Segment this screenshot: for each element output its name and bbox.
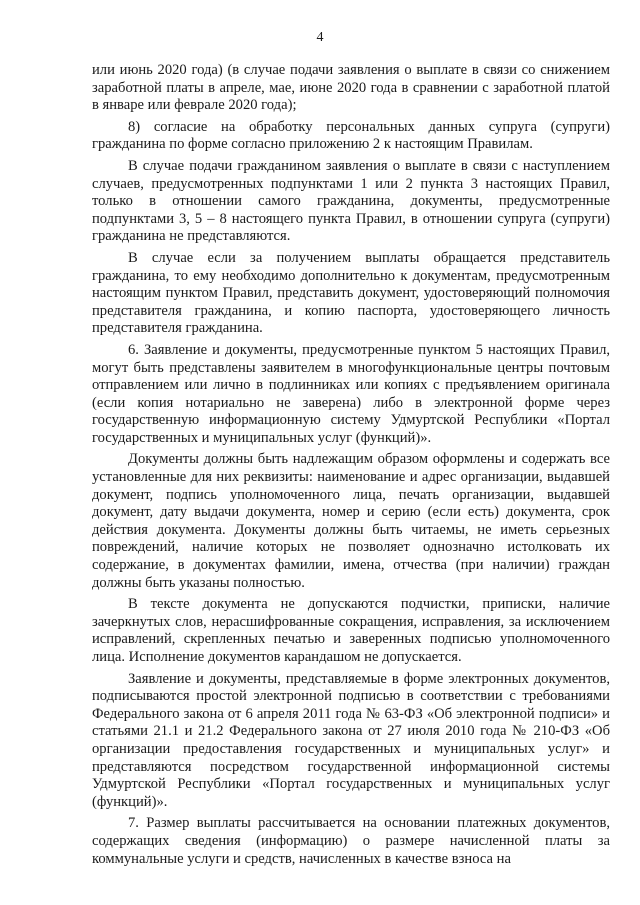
paragraph-2: 8) согласие на обработку персональных данных супруга (супруги) гражданина по форме согласно приложению 2 к настоящим Правилам. — [92, 118, 610, 153]
document-body — [92, 62, 610, 872]
paragraph-5: 6. Заявление и документы, предусмотренные пунктом 5 настоящих Правил, могут быть представлены заявителем в многофункциональные центры почтовым отправлением или лично в подлинниках или копиях с предъявлением оригинала (если копия нотариально не заверена) либо в электронной форме через государственную информационную систему Удмуртской Республики «Портал государственных и муниципальных услуг (функций)». — [92, 341, 610, 446]
paragraph-7: В тексте документа не допускаются подчистки, приписки, наличие зачеркнутых слов, нерасшифрованные сокращения, исправления, за исключением исправлений, скрепленных печатью и заверенных подписью уполномоченного лица. Исполнение документов карандашом не допускается. — [92, 596, 610, 665]
page-number: 4 — [316, 30, 324, 45]
paragraph-3: В случае подачи гражданином заявления о выплате в связи с наступлением случаев, предусмотренных подпунктами 1 или 2 пункта 3 настоящих Правил, только в отношении самого гражданина, документы, предусмотренные подпунктами 3, 5 – 8 настоящего пункта Правил, в отношении супруга (супруги) гражданина не представляются. — [92, 157, 610, 245]
paragraph-8: Заявление и документы, представляемые в форме электронных документов, подписываются простой электронной подписью в соответствии с требованиями Федерального закона от 6 апреля 2011 года № 63-ФЗ «Об электронной подписи» и статьями 21.1 и 21.2 Федерального закона от 27 июля 2010 года № 210-ФЗ «Об организации предоставления государственных и муниципальных услуг» и представляются посредством государственной информационной системы Удмуртской Республики «Портал государственных и муниципальных услуг (функций)». — [92, 670, 610, 810]
paragraph-1: или июнь 2020 года) (в случае подачи заявления о выплате в связи со снижением заработной платы в апреле, мае, июне 2020 года в сравнении с заработной платой в январе или феврале 2020 года); — [92, 62, 610, 114]
paragraph-6: Документы должны быть надлежащим образом оформлены и содержать все установленные для них реквизиты: наименование и адрес организации, выдавшей документ, подпись уполномоченного лица, печать организации, выдавшей документ, дату выдачи документа, номер и серию (если есть) документа, срок действия документа. Документы должны быть читаемы, не иметь серьезных повреждений, наличие которых не позволяет однозначно истолковать их содержание, в документах фамилии, имена, отчества (при наличии) граждан должны быть указаны полностью. — [92, 451, 610, 591]
paragraph-4: В случае если за получением выплаты обращается представитель гражданина, то ему необходимо дополнительно к документам, предусмотренным настоящим пунктом Правил, представить документ, удостоверяющий полномочия представителя гражданина, и копию паспорта, удостоверяющего личность представителя гражданина. — [92, 249, 610, 337]
paragraph-9: 7. Размер выплаты рассчитывается на основании платежных документов, содержащих сведения (информацию) о размере начисленной платы за коммунальные услуги и средств, начисленных в качестве взноса на — [92, 815, 610, 867]
